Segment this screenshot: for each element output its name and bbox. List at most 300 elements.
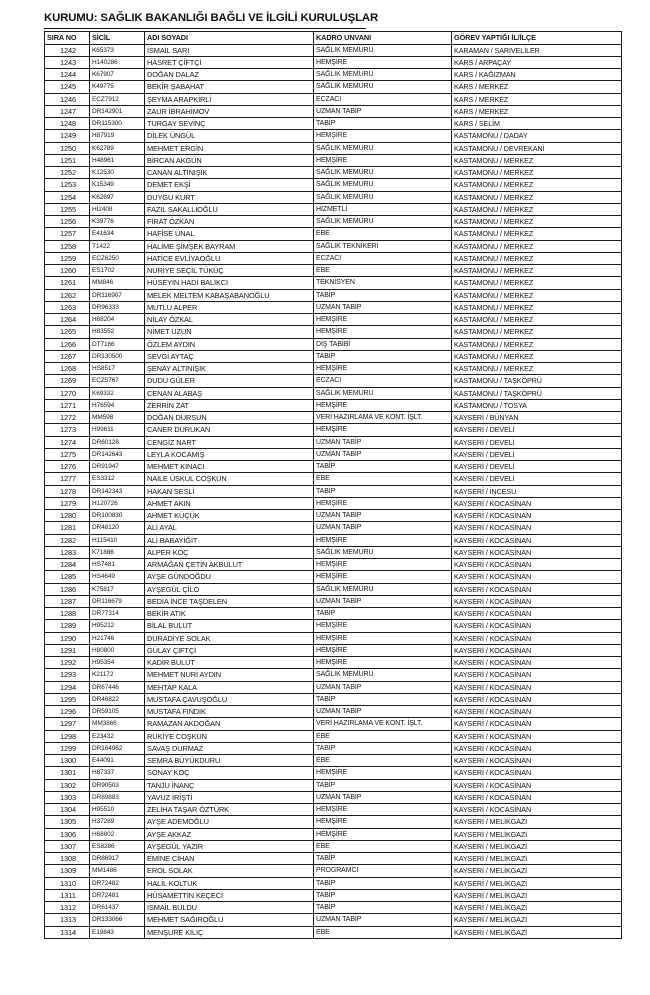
table-row <box>45 791 622 803</box>
cell-adi-soyadi: DUYGU KURT <box>145 191 314 203</box>
table-row <box>45 657 622 669</box>
cell-kadro-unvani: SAĞLIK MEMURU <box>314 216 452 228</box>
table-row <box>45 167 622 179</box>
cell-sira-no: 1306 <box>45 828 90 840</box>
cell-sira-no: 1314 <box>45 926 90 938</box>
cell-gorev-yeri: KASTAMONU / MERKEZ <box>452 314 622 326</box>
cell-gorev-yeri: KAYSERİ / KOCASİNAN <box>452 571 622 583</box>
column-header-adi-soyadi: ADI SOYADI <box>145 32 314 45</box>
cell-gorev-yeri: KAYSERİ / KOCASİNAN <box>452 510 622 522</box>
table-row <box>45 902 622 914</box>
cell-gorev-yeri: KASTAMONU / MERKEZ <box>452 228 622 240</box>
table-row <box>45 228 622 240</box>
cell-kadro-unvani: UZMAN TABİP <box>314 448 452 460</box>
cell-gorev-yeri: KASTAMONU / MERKEZ <box>452 338 622 350</box>
cell-adi-soyadi: HALİL KOLTUK <box>145 877 314 889</box>
cell-kadro-unvani: TABİP <box>314 118 452 130</box>
table-row <box>45 755 622 767</box>
cell-sicil: ES3312 <box>90 473 145 485</box>
cell-kadro-unvani: UZMAN TABİP <box>314 706 452 718</box>
cell-adi-soyadi: AHMET AKIN <box>145 497 314 509</box>
cell-kadro-unvani: HEMŞİRE <box>314 534 452 546</box>
cell-gorev-yeri: KAYSERİ / KOCASİNAN <box>452 755 622 767</box>
cell-sicil: HS4649 <box>90 571 145 583</box>
cell-sicil: DR61437 <box>90 902 145 914</box>
cell-kadro-unvani: SAĞLIK MEMURU <box>314 583 452 595</box>
table-row <box>45 840 622 852</box>
table-row <box>45 546 622 558</box>
cell-kadro-unvani: VERİ HAZIRLAMA VE KONT. İŞLT. <box>314 412 452 424</box>
cell-sicil: T1422 <box>90 240 145 252</box>
table-row <box>45 375 622 387</box>
cell-adi-soyadi: NİLAY ÖZKAL <box>145 314 314 326</box>
table-row <box>45 289 622 301</box>
cell-sicil: E23432 <box>90 730 145 742</box>
personnel-roster-table <box>44 31 622 939</box>
cell-adi-soyadi: HALİME ŞİMŞEK BAYRAM <box>145 240 314 252</box>
cell-gorev-yeri: KASTAMONU / TAŞKÖPRÜ <box>452 375 622 387</box>
cell-sicil: H99611 <box>90 424 145 436</box>
cell-gorev-yeri: KAYSERİ / MELİKGAZİ <box>452 877 622 889</box>
table-row <box>45 669 622 681</box>
cell-sicil: DR116679 <box>90 595 145 607</box>
cell-kadro-unvani: TABİP <box>314 902 452 914</box>
cell-kadro-unvani: TABİP <box>314 853 452 865</box>
cell-adi-soyadi: MENŞURE KILIÇ <box>145 926 314 938</box>
table-row <box>45 473 622 485</box>
table-row <box>45 583 622 595</box>
cell-gorev-yeri: KAYSERİ / KOCASİNAN <box>452 742 622 754</box>
cell-sira-no: 1312 <box>45 902 90 914</box>
cell-sicil: DR142343 <box>90 485 145 497</box>
cell-gorev-yeri: KASTAMONU / MERKEZ <box>452 301 622 313</box>
cell-adi-soyadi: ÖZLEM AYDIN <box>145 338 314 350</box>
table-row <box>45 130 622 142</box>
cell-gorev-yeri: KAYSERİ / KOCASİNAN <box>452 730 622 742</box>
cell-sicil: DR116907 <box>90 289 145 301</box>
cell-sira-no: 1247 <box>45 105 90 117</box>
cell-kadro-unvani: HEMŞİRE <box>314 497 452 509</box>
cell-kadro-unvani: HEMŞİRE <box>314 657 452 669</box>
cell-sira-no: 1290 <box>45 632 90 644</box>
cell-kadro-unvani: SAĞLIK MEMURU <box>314 179 452 191</box>
cell-sira-no: 1263 <box>45 301 90 313</box>
cell-gorev-yeri: KARS / SELİM <box>452 118 622 130</box>
table-row <box>45 399 622 411</box>
table-row <box>45 534 622 546</box>
cell-sicil: K21172 <box>90 669 145 681</box>
cell-adi-soyadi: AYŞE GÜNDOĞDU <box>145 571 314 583</box>
cell-adi-soyadi: RAMAZAN AKDOĞAN <box>145 718 314 730</box>
table-row <box>45 767 622 779</box>
cell-sira-no: 1244 <box>45 69 90 81</box>
cell-kadro-unvani: EBE <box>314 473 452 485</box>
column-header-gorev-yeri: GÖREV YAPTIĞI İL/İLÇE <box>452 32 622 45</box>
cell-gorev-yeri: KAYSERİ / KOCASİNAN <box>452 522 622 534</box>
cell-sicil: DR72481 <box>90 889 145 901</box>
table-row <box>45 314 622 326</box>
table-row <box>45 497 622 509</box>
cell-gorev-yeri: KAYSERİ / MELİKGAZİ <box>452 816 622 828</box>
cell-gorev-yeri: KAYSERİ / MELİKGAZİ <box>452 902 622 914</box>
title-underline <box>44 28 366 29</box>
cell-sicil: HS7481 <box>90 559 145 571</box>
cell-adi-soyadi: MEHTAP KALA <box>145 681 314 693</box>
cell-adi-soyadi: ALİ BABAYİĞİT <box>145 534 314 546</box>
cell-adi-soyadi: DOĞAN DURSUN <box>145 412 314 424</box>
table-body <box>45 44 622 938</box>
cell-adi-soyadi: FAZIL SAKALLIOĞLU <box>145 203 314 215</box>
cell-sicil: DR91947 <box>90 461 145 473</box>
cell-kadro-unvani: HEMŞİRE <box>314 399 452 411</box>
cell-sicil: MM1486 <box>90 865 145 877</box>
cell-adi-soyadi: YAVUZ İRİŞTİ <box>145 791 314 803</box>
cell-adi-soyadi: BEDİA İNCE TAŞDELEN <box>145 595 314 607</box>
cell-sicil: K39776 <box>90 216 145 228</box>
cell-sicil: DR86917 <box>90 853 145 865</box>
cell-gorev-yeri: KAYSERİ / MELİKGAZİ <box>452 840 622 852</box>
cell-kadro-unvani: SAĞLIK MEMURU <box>314 669 452 681</box>
cell-sira-no: 1282 <box>45 534 90 546</box>
cell-sira-no: 1255 <box>45 203 90 215</box>
cell-sicil: K49775 <box>90 81 145 93</box>
cell-sicil: H140286 <box>90 56 145 68</box>
cell-sicil: ES8286 <box>90 840 145 852</box>
cell-sira-no: 1256 <box>45 216 90 228</box>
cell-gorev-yeri: KAYSERİ / KOCASİNAN <box>452 669 622 681</box>
cell-kadro-unvani: UZMAN TABİP <box>314 681 452 693</box>
cell-gorev-yeri: KASTAMONU / MERKEZ <box>452 350 622 362</box>
cell-adi-soyadi: AYŞEGÜL ÇİLO <box>145 583 314 595</box>
cell-gorev-yeri: KASTAMONU / MERKEZ <box>452 265 622 277</box>
cell-gorev-yeri: KASTAMONU / DEVREKANİ <box>452 142 622 154</box>
cell-gorev-yeri: KAYSERİ / KOCASİNAN <box>452 546 622 558</box>
cell-sicil: K62697 <box>90 191 145 203</box>
cell-sira-no: 1295 <box>45 693 90 705</box>
cell-sicil: DR59105 <box>90 706 145 718</box>
cell-adi-soyadi: MUSTAFA ÇAVUŞOĞLU <box>145 693 314 705</box>
cell-gorev-yeri: KAYSERİ / İNCESU <box>452 485 622 497</box>
table-row <box>45 485 622 497</box>
cell-sira-no: 1313 <box>45 914 90 926</box>
cell-sicil: DR48120 <box>90 522 145 534</box>
cell-gorev-yeri: KAYSERİ / KOCASİNAN <box>452 595 622 607</box>
cell-kadro-unvani: TABİP <box>314 485 452 497</box>
cell-adi-soyadi: FIRAT ÖZKAN <box>145 216 314 228</box>
table-row <box>45 387 622 399</box>
cell-kadro-unvani: HEMŞİRE <box>314 828 452 840</box>
cell-sira-no: 1266 <box>45 338 90 350</box>
cell-adi-soyadi: SEVGİ AYTAÇ <box>145 350 314 362</box>
cell-adi-soyadi: ZELİHA TAŞAR ÖZTÜRK <box>145 804 314 816</box>
cell-gorev-yeri: KASTAMONU / MERKEZ <box>452 363 622 375</box>
cell-sira-no: 1297 <box>45 718 90 730</box>
cell-gorev-yeri: KAYSERİ / KOCASİNAN <box>452 718 622 730</box>
cell-gorev-yeri: KAYSERİ / KOCASİNAN <box>452 608 622 620</box>
cell-gorev-yeri: KARS / KAĞIZMAN <box>452 69 622 81</box>
cell-sicil: ECZ6250 <box>90 252 145 264</box>
cell-sicil: DR96333 <box>90 301 145 313</box>
cell-sicil: MM846 <box>90 277 145 289</box>
cell-gorev-yeri: KAYSERİ / MELİKGAZİ <box>452 914 622 926</box>
table-row <box>45 693 622 705</box>
cell-gorev-yeri: KAYSERİ / MELİKGAZİ <box>452 926 622 938</box>
cell-kadro-unvani: TEKNİSYEN <box>314 277 452 289</box>
table-row <box>45 179 622 191</box>
cell-adi-soyadi: BEKİR ATİK <box>145 608 314 620</box>
table-row <box>45 804 622 816</box>
cell-kadro-unvani: SAĞLIK MEMURU <box>314 546 452 558</box>
cell-sira-no: 1309 <box>45 865 90 877</box>
cell-kadro-unvani: SAĞLIK TEKNİKERİ <box>314 240 452 252</box>
cell-sira-no: 1250 <box>45 142 90 154</box>
cell-gorev-yeri: KASTAMONU / MERKEZ <box>452 240 622 252</box>
cell-kadro-unvani: TABİP <box>314 608 452 620</box>
cell-sicil: DR100830 <box>90 510 145 522</box>
cell-gorev-yeri: KAYSERİ / KOCASİNAN <box>452 693 622 705</box>
cell-sira-no: 1271 <box>45 399 90 411</box>
cell-gorev-yeri: KAYSERİ / DEVELİ <box>452 436 622 448</box>
cell-sira-no: 1265 <box>45 326 90 338</box>
table-row <box>45 620 622 632</box>
cell-sira-no: 1273 <box>45 424 90 436</box>
cell-kadro-unvani: VERİ HAZIRLAMA VE KONT. İŞLT. <box>314 718 452 730</box>
cell-sicil: E44091 <box>90 755 145 767</box>
cell-sira-no: 1281 <box>45 522 90 534</box>
cell-kadro-unvani: TABİP <box>314 889 452 901</box>
table-row <box>45 350 622 362</box>
cell-gorev-yeri: KAYSERİ / KOCASİNAN <box>452 559 622 571</box>
cell-sicil: H95354 <box>90 657 145 669</box>
cell-sicil: H95510 <box>90 804 145 816</box>
table-row <box>45 510 622 522</box>
cell-adi-soyadi: ŞENAY ALTINIŞIK <box>145 363 314 375</box>
cell-sira-no: 1288 <box>45 608 90 620</box>
cell-sira-no: 1246 <box>45 93 90 105</box>
cell-adi-soyadi: HASRET ÇİFTÇİ <box>145 56 314 68</box>
cell-sicil: Hİ2408 <box>90 203 145 215</box>
cell-kadro-unvani: EBE <box>314 840 452 852</box>
cell-gorev-yeri: KAYSERİ / KOCASİNAN <box>452 779 622 791</box>
cell-kadro-unvani: TABİP <box>314 877 452 889</box>
cell-gorev-yeri: KASTAMONU / MERKEZ <box>452 277 622 289</box>
cell-gorev-yeri: KASTAMONU / MERKEZ <box>452 326 622 338</box>
cell-adi-soyadi: HÜSAMETTİN KEÇECİ <box>145 889 314 901</box>
table-row <box>45 203 622 215</box>
cell-adi-soyadi: AYŞEGÜL YAZIR <box>145 840 314 852</box>
cell-kadro-unvani: EBE <box>314 730 452 742</box>
table-row <box>45 889 622 901</box>
cell-kadro-unvani: UZMAN TABİP <box>314 510 452 522</box>
cell-gorev-yeri: KASTAMONU / MERKEZ <box>452 154 622 166</box>
cell-kadro-unvani: TABİP <box>314 779 452 791</box>
cell-kadro-unvani: HEMŞİRE <box>314 559 452 571</box>
cell-sira-no: 1305 <box>45 816 90 828</box>
cell-sira-no: 1260 <box>45 265 90 277</box>
cell-sira-no: 1272 <box>45 412 90 424</box>
cell-sicil: H95212 <box>90 620 145 632</box>
cell-kadro-unvani: HİZMETLİ <box>314 203 452 215</box>
cell-sira-no: 1278 <box>45 485 90 497</box>
cell-kadro-unvani: ECZACI <box>314 375 452 387</box>
cell-sicil: E41634 <box>90 228 145 240</box>
cell-gorev-yeri: KARAMAN / SARIVELİLER <box>452 44 622 56</box>
table-row <box>45 277 622 289</box>
cell-adi-soyadi: MEHMET ERGİN <box>145 142 314 154</box>
cell-sira-no: 1267 <box>45 350 90 362</box>
cell-adi-soyadi: MEHMET SAĞIROĞLU <box>145 914 314 926</box>
cell-kadro-unvani: DİŞ TABİBİ <box>314 338 452 350</box>
cell-gorev-yeri: KAYSERİ / MELİKGAZİ <box>452 889 622 901</box>
cell-gorev-yeri: KAYSERİ / KOCASİNAN <box>452 620 622 632</box>
cell-sira-no: 1257 <box>45 228 90 240</box>
cell-sicil: H87337 <box>90 767 145 779</box>
cell-sira-no: 1274 <box>45 436 90 448</box>
cell-kadro-unvani: SAĞLIK MEMURU <box>314 191 452 203</box>
cell-kadro-unvani: EBE <box>314 228 452 240</box>
cell-kadro-unvani: HEMŞİRE <box>314 816 452 828</box>
cell-kadro-unvani: PROGRAMCI <box>314 865 452 877</box>
cell-sicil: DR142643 <box>90 448 145 460</box>
cell-kadro-unvani: TABİP <box>314 742 452 754</box>
cell-sira-no: 1245 <box>45 81 90 93</box>
cell-sicil: ES1702 <box>90 265 145 277</box>
cell-sicil: DR90503 <box>90 779 145 791</box>
cell-gorev-yeri: KASTAMONU / MERKEZ <box>452 216 622 228</box>
cell-gorev-yeri: KAYSERİ / KOCASİNAN <box>452 681 622 693</box>
cell-kadro-unvani: EBE <box>314 926 452 938</box>
cell-sira-no: 1280 <box>45 510 90 522</box>
cell-sira-no: 1259 <box>45 252 90 264</box>
cell-sira-no: 1287 <box>45 595 90 607</box>
cell-kadro-unvani: HEMŞİRE <box>314 571 452 583</box>
cell-kadro-unvani: SAĞLIK MEMURU <box>314 81 452 93</box>
cell-sicil: MM3866 <box>90 718 145 730</box>
cell-sicil: DR130500 <box>90 350 145 362</box>
cell-gorev-yeri: KASTAMONU / MERKEZ <box>452 191 622 203</box>
cell-sicil: H68802 <box>90 828 145 840</box>
cell-kadro-unvani: HEMŞİRE <box>314 130 452 142</box>
table-row <box>45 877 622 889</box>
cell-adi-soyadi: AYŞE AKKAZ <box>145 828 314 840</box>
cell-adi-soyadi: ALİ AYAL <box>145 522 314 534</box>
cell-sira-no: 1251 <box>45 154 90 166</box>
cell-kadro-unvani: EBE <box>314 265 452 277</box>
cell-adi-soyadi: CENGİZ NART <box>145 436 314 448</box>
cell-adi-soyadi: HAFİSE ÜNAL <box>145 228 314 240</box>
cell-gorev-yeri: KASTAMONU / TAŞKÖPRÜ <box>452 387 622 399</box>
cell-adi-soyadi: ZERRİN ZAT <box>145 399 314 411</box>
cell-sicil: H120726 <box>90 497 145 509</box>
table-row <box>45 363 622 375</box>
table-row <box>45 816 622 828</box>
table-row <box>45 436 622 448</box>
cell-adi-soyadi: MUTLU ALPER <box>145 301 314 313</box>
cell-adi-soyadi: EROL SOLAK <box>145 865 314 877</box>
table-row <box>45 730 622 742</box>
cell-gorev-yeri: KAYSERİ / MELİKGAZİ <box>452 853 622 865</box>
cell-adi-soyadi: NURİYE SEÇİL TÜKÜÇ <box>145 265 314 277</box>
cell-sira-no: 1249 <box>45 130 90 142</box>
cell-sicil: H115410 <box>90 534 145 546</box>
cell-kadro-unvani: UZMAN TABİP <box>314 301 452 313</box>
cell-gorev-yeri: KAYSERİ / KOCASİNAN <box>452 767 622 779</box>
cell-adi-soyadi: TANJU İNANÇ <box>145 779 314 791</box>
cell-gorev-yeri: KARS / ARPAÇAY <box>452 56 622 68</box>
cell-sicil: K62789 <box>90 142 145 154</box>
cell-sicil: K65373 <box>90 44 145 56</box>
cell-sira-no: 1304 <box>45 804 90 816</box>
cell-kadro-unvani: TABİP <box>314 289 452 301</box>
table-row <box>45 338 622 350</box>
cell-gorev-yeri: KARS / MERKEZ <box>452 105 622 117</box>
cell-gorev-yeri: KAYSERİ / KOCASİNAN <box>452 657 622 669</box>
cell-kadro-unvani: SAĞLIK MEMURU <box>314 44 452 56</box>
table-row <box>45 56 622 68</box>
cell-sira-no: 1311 <box>45 889 90 901</box>
cell-sira-no: 1254 <box>45 191 90 203</box>
cell-gorev-yeri: KAYSERİ / KOCASİNAN <box>452 804 622 816</box>
cell-gorev-yeri: KAYSERİ / KOCASİNAN <box>452 497 622 509</box>
cell-adi-soyadi: ZAUR İBRAHİMOV <box>145 105 314 117</box>
cell-gorev-yeri: KAYSERİ / KOCASİNAN <box>452 534 622 546</box>
cell-gorev-yeri: KAYSERİ / KOCASİNAN <box>452 644 622 656</box>
cell-adi-soyadi: EMİNE CİHAN <box>145 853 314 865</box>
cell-gorev-yeri: KASTAMONU / MERKEZ <box>452 167 622 179</box>
cell-sicil: H76594 <box>90 399 145 411</box>
table-row <box>45 154 622 166</box>
cell-sira-no: 1277 <box>45 473 90 485</box>
cell-kadro-unvani: EBE <box>314 755 452 767</box>
cell-adi-soyadi: KADİR BULUT <box>145 657 314 669</box>
table-row <box>45 926 622 938</box>
cell-sira-no: 1243 <box>45 56 90 68</box>
cell-adi-soyadi: DOĞAN DALAZ <box>145 69 314 81</box>
table-row <box>45 265 622 277</box>
table-row <box>45 559 622 571</box>
cell-kadro-unvani: HEMŞİRE <box>314 620 452 632</box>
cell-kadro-unvani: HEMŞİRE <box>314 314 452 326</box>
cell-adi-soyadi: ARMAĞAN ÇETİN AKBULUT <box>145 559 314 571</box>
cell-kadro-unvani: UZMAN TABİP <box>314 522 452 534</box>
cell-sicil: DR164962 <box>90 742 145 754</box>
cell-sira-no: 1293 <box>45 669 90 681</box>
cell-sira-no: 1262 <box>45 289 90 301</box>
cell-sira-no: 1242 <box>45 44 90 56</box>
cell-adi-soyadi: ALPER KOÇ <box>145 546 314 558</box>
cell-sira-no: 1252 <box>45 167 90 179</box>
cell-kadro-unvani: TABİP <box>314 693 452 705</box>
cell-sira-no: 1284 <box>45 559 90 571</box>
cell-gorev-yeri: KAYSERİ / DEVELİ <box>452 448 622 460</box>
cell-adi-soyadi: İSMAİL BULDU <box>145 902 314 914</box>
cell-adi-soyadi: CANER DURUKAN <box>145 424 314 436</box>
cell-sira-no: 1258 <box>45 240 90 252</box>
cell-sira-no: 1299 <box>45 742 90 754</box>
cell-gorev-yeri: KASTAMONU / MERKEZ <box>452 252 622 264</box>
table-row <box>45 216 622 228</box>
cell-gorev-yeri: KAYSERİ / MELİKGAZİ <box>452 828 622 840</box>
cell-sira-no: 1296 <box>45 706 90 718</box>
cell-sira-no: 1301 <box>45 767 90 779</box>
cell-gorev-yeri: KAYSERİ / KOCASİNAN <box>452 791 622 803</box>
cell-adi-soyadi: İSMAİL SARI <box>145 44 314 56</box>
cell-kadro-unvani: UZMAN TABİP <box>314 105 452 117</box>
cell-sira-no: 1283 <box>45 546 90 558</box>
table-row <box>45 522 622 534</box>
cell-sicil: K69332 <box>90 387 145 399</box>
cell-sicil: H80800 <box>90 644 145 656</box>
